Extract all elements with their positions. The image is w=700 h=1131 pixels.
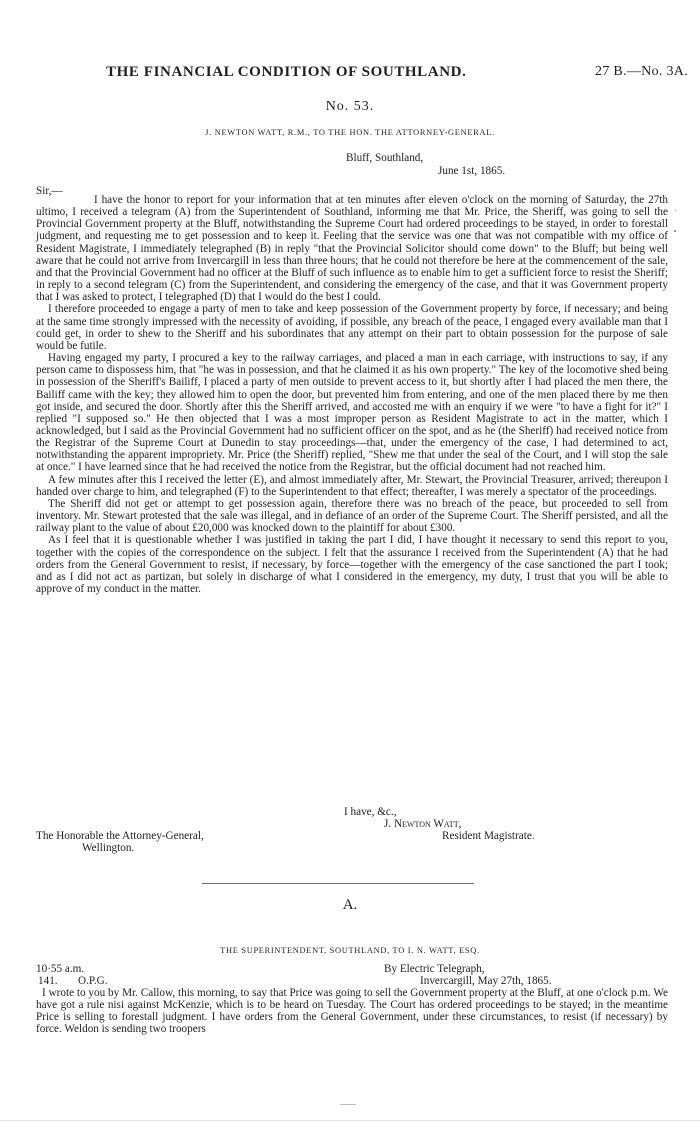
- telegram-via: By Electric Telegraph,: [384, 963, 485, 975]
- addressee: The Honorable the Attorney-General,: [36, 830, 204, 842]
- section-divider: [202, 883, 474, 884]
- paragraph: I wrote to you by Mr. Callow, this morning, to say that Price was going to sell the Government property at the Bluff, at one o'clock p.m. We have got a rule nisi against McKenzie, which is to be heard on Tuesday. The Court has ordered proceedings to be stayed; in the meantime Price is selling to forestall judgment. I have orders from the General Government, under these circumstances, to resist (if necessary) by force. Weldon is sending two troopers: [36, 987, 668, 1036]
- telegram-body: [36, 987, 668, 1036]
- paragraph: A few minutes after this I received the letter (E), and almost immediately after, Mr. Stewart, the Provincial Treasurer, arrived; thereupon I handed over charge to him, and telegraphed (F) to the Superintendent to that effect; thereafter, I was merely a spectator of the proceedings.: [36, 473, 668, 498]
- page-reference: 27 B.—No. 3A.: [595, 64, 688, 79]
- margin-dot: [674, 230, 676, 232]
- running-title: THE FINANCIAL CONDITION OF SOUTHLAND.: [106, 64, 467, 80]
- paragraph: As I feel that it is questionable whether I was justified in taking the part I did, I have thought it necessary to send this report to you, together with the copies of the correspondence on the subject. I felt that the assurance I received from the Superintendent (A) that he had orders from the General Government to resist, if necessary, by force—together with the emergency of the case sanctioned the part I took; and as I did not act as partizan, but solely in discharge of what I considered in the emergency, my duty, I trust that you will be able to approve of my conduct in the matter.: [36, 534, 668, 595]
- telegram-header: [36, 963, 668, 989]
- signature: J. Newton Watt,: [384, 818, 462, 830]
- letter-place-date: [0, 152, 700, 182]
- paragraph: Having engaged my party, I procured a key to the railway carriages, and placed a man in each carriage, with instructions to say, if any person came to dispossess him, that "he was in possession, and that he claimed it as his own property." The key of the locomotive shed being in possession of the Sheriff's Bailiff, I placed a party of men outside to prevent access to it, but shortly after I had placed the men there, the Bailiff came with the key; they allowed him to open the door, but prevented him from entering, and one of the men placed there by me then got inside, and secured the door. Shortly after this the Sheriff arrived, and accosted me with an enquiry if we were "to have a fight for it?" I replied "I supposed so." He then objected that I was a most improper person as Resident Magistrate to act in the matter, which I acknowledged, but I said as the Provincial Government had no sufficient officer on the spot, and as he (the Sheriff) had received notice from the Registrar of the Supreme Court at Dunedin to stay proceedings—that, under the emergency of the case, I had determined to act, notwithstanding the apparent impropriety. Mr. Price (the Sheriff) replied, "Shew me that under the seal of the Court, and I will stop the sale at once." I have learned since that he had received the notice from the Registrar, but the official document had not reached him.: [36, 352, 668, 474]
- document-number: No. 53.: [325, 99, 375, 114]
- telegram-caption: THE SUPERINTENDENT, SOUTHLAND, TO I. N. WATT, ESQ.: [220, 946, 480, 955]
- telegram-number: 141.: [38, 975, 58, 987]
- letter-body: [36, 194, 668, 595]
- letter-place: Bluff, Southland,: [346, 152, 424, 164]
- paragraph: I therefore proceeded to engage a party of men to take and keep possession of the Government property by force, if necessary; and being at the same time strongly impressed with the necessity of avoiding, if possible, any breach of the peace, I engaged every available man that I could get, in order to shew to the Sheriff and his subordinates that any attempt on their part to obtain possession for the purpose of sale would be futile.: [36, 303, 668, 352]
- section-heading: A.: [342, 897, 358, 913]
- letter-caption: J. NEWTON WATT, R.M., TO THE HON. THE ATTORNEY-GENERAL.: [205, 128, 495, 137]
- bottom-mark: [340, 1104, 356, 1105]
- letter-date: June 1st, 1865.: [438, 165, 506, 177]
- closing: I have, &c.,: [344, 806, 397, 818]
- paragraph: The Sheriff did not get or attempt to get possession again, therefore there was no breach of the peace, but proceeded to sell from inventory. Mr. Stewart protested that the sale was illegal, and in defiance of an order of the Supreme Court. The Sheriff persisted, and all the railway plant to the value of about £20,000 was knocked down to the plaintiff for about £300.: [36, 497, 668, 535]
- page-edge: [0, 1120, 700, 1121]
- salutation: Sir,—: [36, 185, 63, 197]
- telegram-code: O.P.G.: [78, 975, 108, 987]
- margin-mark: ˈ: [674, 208, 677, 218]
- running-header: [36, 66, 688, 84]
- addressee-place: Wellington.: [82, 842, 135, 854]
- telegram-place-date: Invercargill, May 27th, 1865.: [420, 975, 552, 987]
- signature-block: [36, 806, 668, 886]
- signature-title: Resident Magistrate.: [442, 830, 535, 842]
- telegram-time: 10·55 a.m.: [36, 963, 85, 975]
- paragraph: I have the honor to report for your information that at ten minutes after eleven o'clock on the morning of Saturday, the 27th ultimo, I received a telegram (A) from the Superintendent of Southland, informing me that Mr. Price, the Sheriff, was going to sell the Provincial Government property at the Bluff, notwithstanding the Supreme Court had ordered proceedings to be stayed, in order to forestall judgment, and requesting me to get possession and to keep it. Feeling that the service was one that was not compatible with my office of Resident Magistrate, I immediately telegraphed (B) in reply "that the Provincial Solicitor should come down" to the Bluff; but being well aware that he could not arrive from Invercargill in less than three hours; that he could not therefore be here at the commencement of the sale, and that the Provincial Government had no officer at the Bluff of such influence as to enable him to get a sufficient force to resist the Sheriff; in reply to a second telegram (C) from the Superintendent, and considering the emergency of the case, and that it was Government property that I was asked to protect, I telegraphed (D) that I would do the best I could.: [36, 194, 668, 304]
